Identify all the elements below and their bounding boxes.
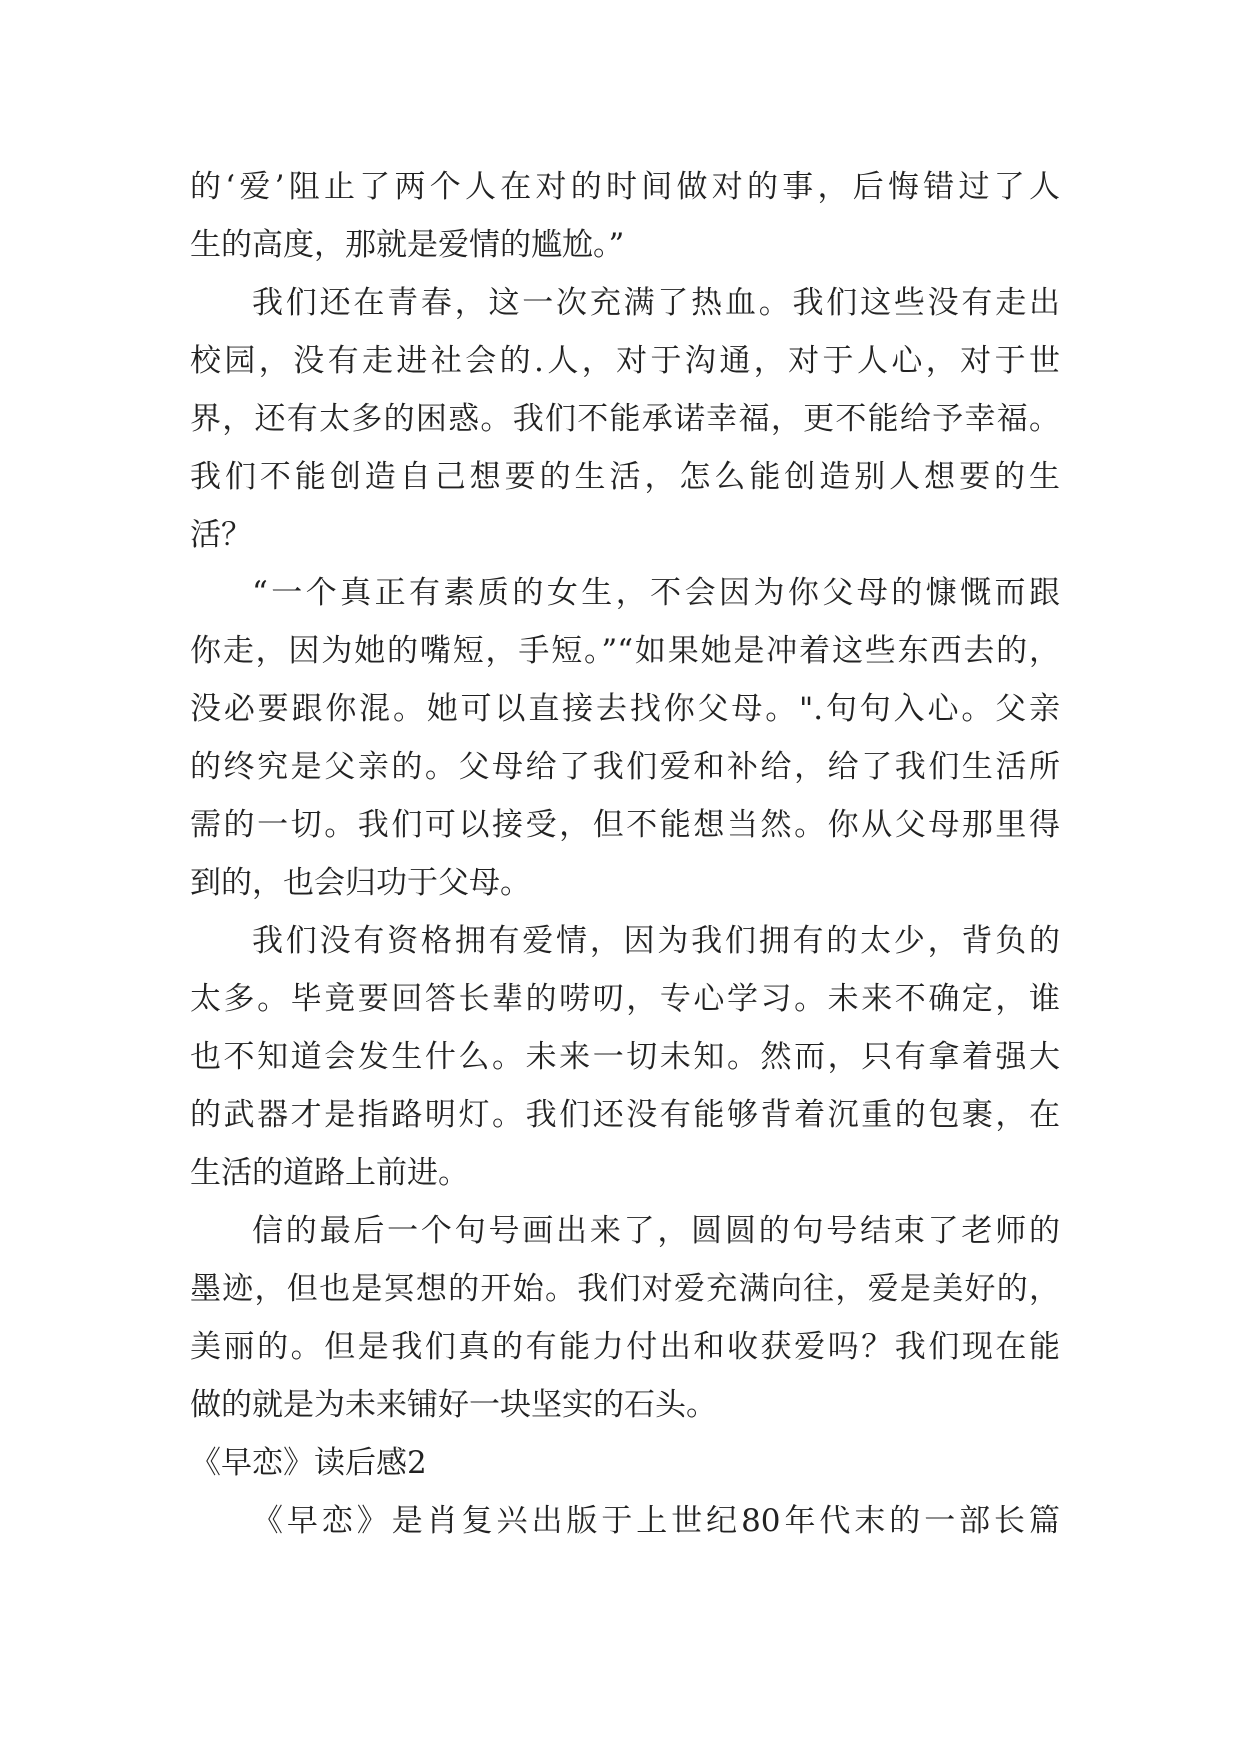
paragraph-first-line: 《早恋》是肖复兴出版于上世纪80年代末的一部长篇 — [252, 1503, 1060, 1539]
text-line: 活？ — [190, 517, 252, 553]
text-line: 校园，没有走进社会的.人，对于沟通，对于人心，对于世 — [190, 343, 1060, 379]
text-line: 界，还有太多的困惑。我们不能承诺幸福，更不能给予幸福。 — [190, 401, 1060, 437]
text-line: 的‘爱’阻止了两个人在对的时间做对的事，后悔错过了人 — [190, 169, 1060, 205]
paragraph-first-line: 信的最后一个句号画出来了，圆圆的句号结束了老师的 — [252, 1213, 1060, 1249]
text-line: 也不知道会发生什么。未来一切未知。然而，只有拿着强大 — [190, 1039, 1060, 1075]
text-line: 需的一切。我们可以接受，但不能想当然。你从父母那里得 — [190, 807, 1060, 843]
paragraph-first-line: 我们没有资格拥有爱情，因为我们拥有的太少，背负的 — [252, 923, 1060, 959]
text-line: 没必要跟你混。她可以直接去找你父母。".句句入心。父亲 — [190, 691, 1060, 727]
text-line: 你走，因为她的嘴短，手短。”“如果她是冲着这些东西去的， — [190, 633, 1060, 669]
text-line: 生活的道路上前进。 — [190, 1155, 469, 1191]
text-line: 美丽的。但是我们真的有能力付出和收获爱吗？我们现在能 — [190, 1329, 1060, 1365]
text-line: 太多。毕竟要回答长辈的唠叨，专心学习。未来不确定，谁 — [190, 981, 1060, 1017]
text-line: 的武器才是指路明灯。我们还没有能够背着沉重的包裹，在 — [190, 1097, 1060, 1133]
text-line: 生的高度，那就是爱情的尴尬。” — [190, 227, 625, 263]
text-line: 做的就是为未来铺好一块坚实的石头。 — [190, 1387, 717, 1423]
paragraph-first-line: “一个真正有素质的女生，不会因为你父母的慷慨而跟 — [252, 575, 1060, 611]
body-text — [190, 158, 1060, 1550]
section-heading: 《早恋》读后感2 — [190, 1445, 427, 1481]
text-line: 我们不能创造自己想要的生活，怎么能创造别人想要的生 — [190, 459, 1060, 495]
text-line: 墨迹，但也是冥想的开始。我们对爱充满向往，爱是美好的， — [190, 1271, 1060, 1307]
text-line: 的终究是父亲的。父母给了我们爱和补给，给了我们生活所 — [190, 749, 1060, 785]
text-line: 到的，也会归功于父母。 — [190, 865, 531, 901]
paragraph-first-line: 我们还在青春，这一次充满了热血。我们这些没有走出 — [252, 285, 1060, 321]
